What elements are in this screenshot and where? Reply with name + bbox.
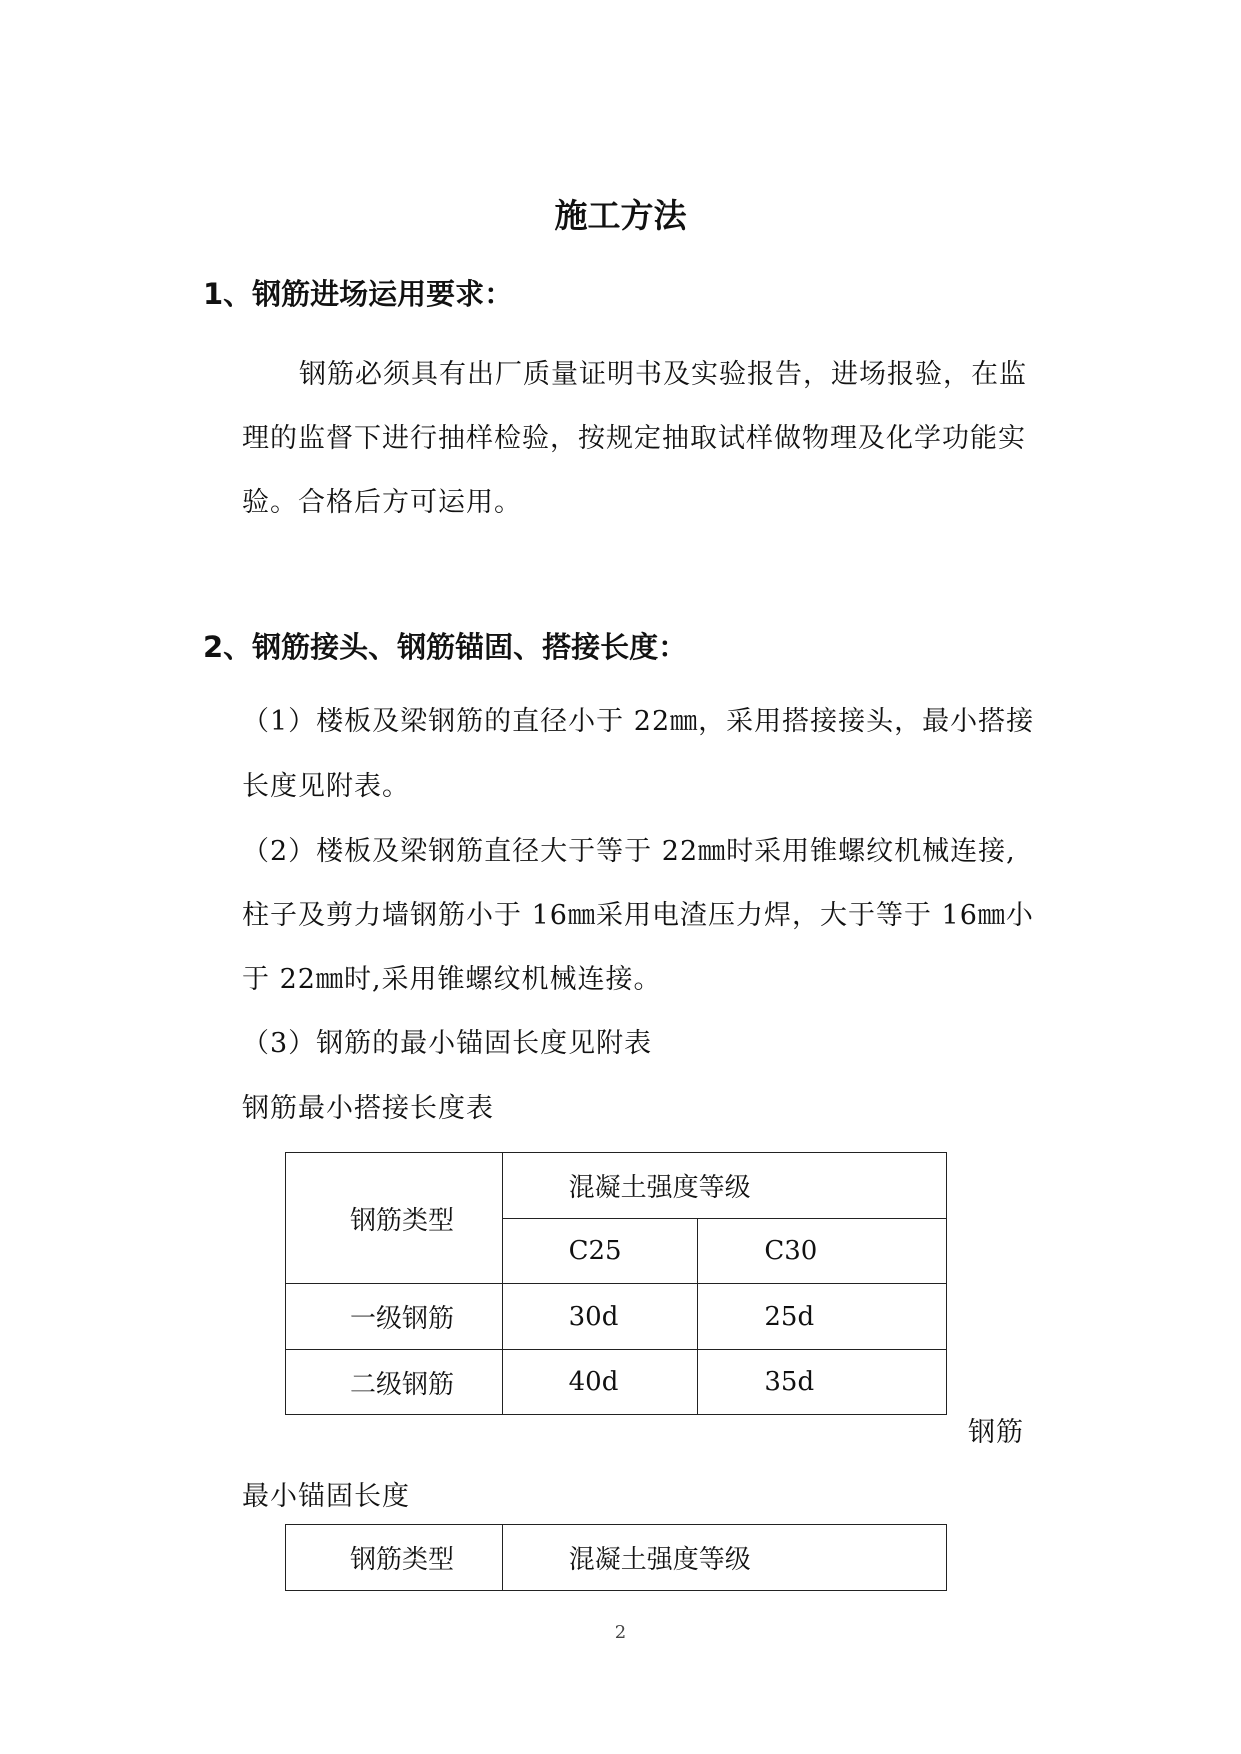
row-value-c25: 30d <box>502 1284 698 1350</box>
row-type: 一级钢筋 <box>286 1284 503 1350</box>
row-type: 二级钢筋 <box>286 1350 503 1415</box>
section-1-line-2: 理的监督下进行抽样检验，按规定抽取试样做物理及化学功能实 <box>242 423 1026 454</box>
table-row <box>286 1284 947 1350</box>
section-2-line-5: 于 22㎜时,采用锥螺纹机械连接。 <box>242 964 662 995</box>
header-grade-c30: C30 <box>698 1219 947 1284</box>
section-2-line-1: （1）楼板及梁钢筋的直径小于 22㎜，采用搭接接头，最小搭接 <box>242 706 1035 737</box>
table-row <box>286 1350 947 1415</box>
header-grade-c25: C25 <box>502 1219 698 1284</box>
page-title: 施工方法 <box>554 196 687 235</box>
lap-length-table <box>285 1152 947 1415</box>
section-2-line-2: 长度见附表。 <box>242 771 410 802</box>
section-1-line-3: 验。合格后方可运用。 <box>242 487 522 518</box>
header-rebar-type: 钢筋类型 <box>286 1153 503 1284</box>
row-value-c30: 35d <box>698 1350 947 1415</box>
row-value-c25: 40d <box>502 1350 698 1415</box>
section-2-line-3: （2）楼板及梁钢筋直径大于等于 22㎜时采用锥螺纹机械连接, <box>242 836 1016 867</box>
page-number: 2 <box>614 1622 627 1643</box>
anchorage-length-table <box>285 1524 947 1591</box>
header-concrete-grade: 混凝土强度等级 <box>502 1153 946 1219</box>
header-rebar-type: 钢筋类型 <box>286 1525 503 1591</box>
section-2-line-4: 柱子及剪力墙钢筋小于 16㎜采用电渣压力焊，大于等于 16㎜小 <box>242 900 1034 931</box>
section-1-heading: 1、钢筋进场运用要求： <box>203 277 514 311</box>
table-2-caption-part-1: 钢筋 <box>968 1417 1024 1448</box>
table-1-caption: 钢筋最小搭接长度表 <box>242 1093 494 1124</box>
table-2-caption-part-2: 最小锚固长度 <box>242 1481 410 1512</box>
header-concrete-grade: 混凝土强度等级 <box>502 1525 946 1591</box>
section-2-heading: 2、钢筋接头、钢筋锚固、搭接长度： <box>203 630 688 664</box>
row-value-c30: 25d <box>698 1284 947 1350</box>
section-1-line-1: 钢筋必须具有出厂质量证明书及实验报告，进场报验，在监 <box>299 359 1027 390</box>
section-2-line-6: （3）钢筋的最小锚固长度见附表 <box>242 1028 653 1059</box>
